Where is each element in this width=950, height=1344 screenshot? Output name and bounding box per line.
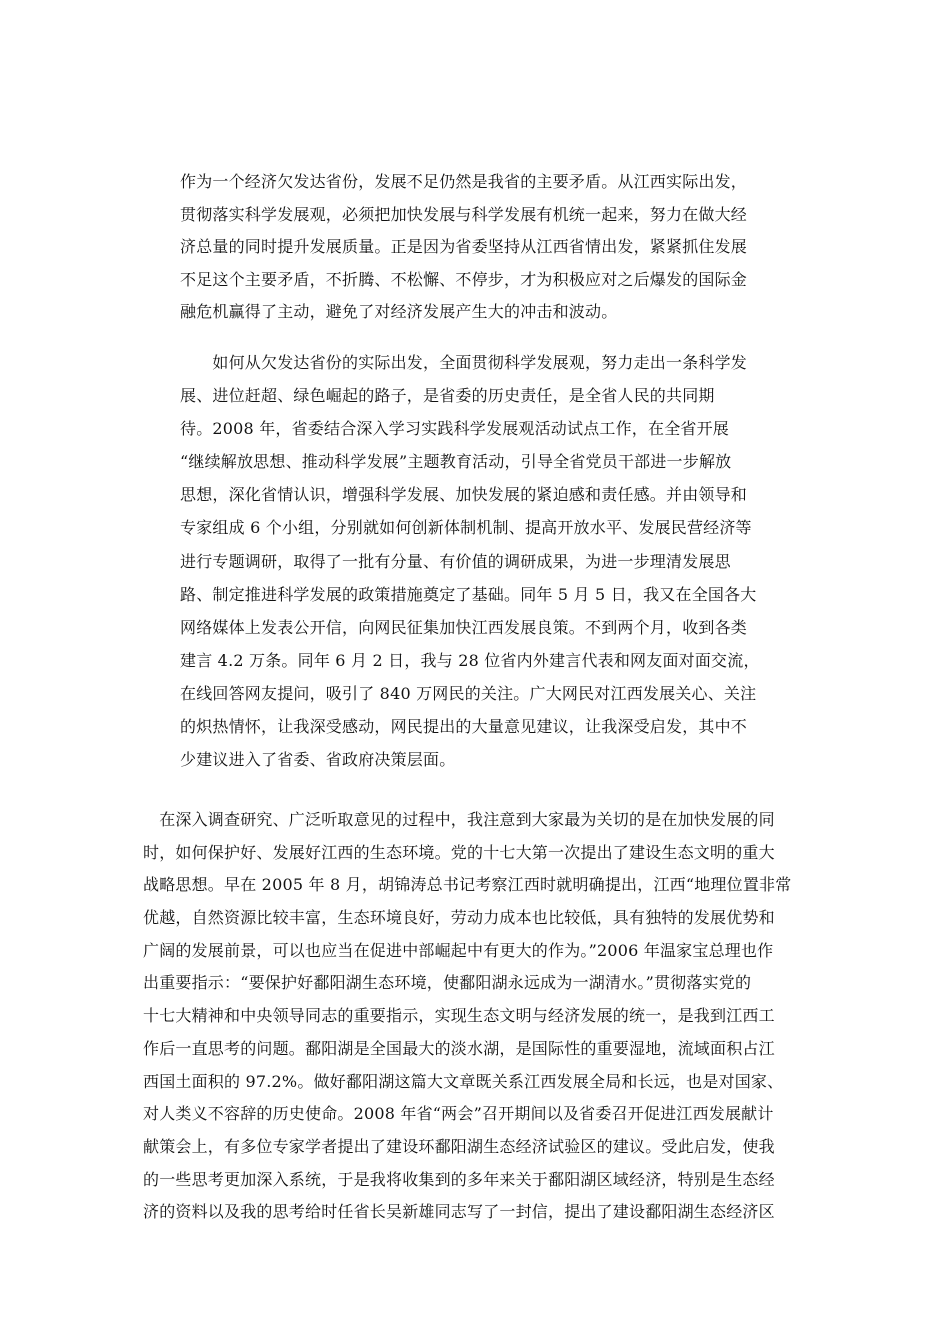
text-line: 优越，自然资源比较丰富，生态环境良好，劳动力成本也比较低，具有独特的发展优势和 <box>143 908 775 928</box>
text-line: 西国土面积的 97.2%。做好鄱阳湖这篇大文章既关系江西发展全局和长远，也是对国家、 <box>143 1071 784 1091</box>
text-line: 贯彻落实科学发展观，必须把加快发展与科学发展有机统一起来，努力在做大经 <box>180 204 748 224</box>
text-line: 展、进位赶超、绿色崛起的路子，是省委的历史责任，是全省人民的共同期 <box>180 386 715 406</box>
text-line: 在深入调查研究、广泛听取意见的过程中，我注意到大家最为关切的是在加快发展的同 <box>143 810 775 829</box>
paragraph-1 <box>180 166 747 329</box>
text-line: 进行专题调研，取得了一批有分量、有价值的调研成果，为进一步理清发展思 <box>180 551 731 571</box>
text-line: 专家组成 6 个小组，分别就如何创新体制机制、提高开放水平、发展民营经济等 <box>180 518 752 538</box>
text-line: 建言 4.2 万条。同年 6 月 2 日，我与 28 位省内外建言代表和网友面对面交流， <box>180 650 760 670</box>
text-line: 出重要指示：“要保护好鄱阳湖生态环境，使鄱阳湖永远成为一湖清水。”贯彻落实党的 <box>143 973 752 993</box>
text-line: 济的资料以及我的思考给时任省长吴新雄同志写了一封信，提出了建设鄱阳湖生态经济区 <box>143 1202 775 1222</box>
text-line: 的炽热情怀，让我深受感动，网民提出的大量意见建议，让我深受启发，其中不 <box>180 717 748 737</box>
paragraph-2 <box>180 346 760 776</box>
text-line: 广阔的发展前景，可以也应当在促进中部崛起中有更大的作为。”2006 年温家宝总理也作 <box>143 940 774 960</box>
text-line: 作后一直思考的问题。鄱阳湖是全国最大的淡水湖，是国际性的重要湿地，流域面积占江 <box>143 1038 775 1058</box>
text-line: 作为一个经济欠发达省份，发展不足仍然是我省的主要矛盾。从江西实际出发， <box>180 172 748 191</box>
text-line: 济总量的同时提升发展质量。正是因为省委坚持从江西省情出发，紧紧抓住发展 <box>180 237 748 257</box>
text-line: 战略思想。早在 2005 年 8 月，胡锦涛总书记考察江西时就明确提出，江西“地理位置非常 <box>143 875 792 895</box>
text-line: 思想，深化省情认识，增强科学发展、加快发展的紧迫感和责任感。并由领导和 <box>180 485 748 505</box>
text-line: 在线回答网友提问，吸引了 840 万网民的关注。广大网民对江西发展关心、关注 <box>180 683 757 703</box>
text-line: 少建议进入了省委、省政府决策层面。 <box>180 750 456 770</box>
paragraph-3 <box>143 804 791 1229</box>
text-line: 融危机赢得了主动，避免了对经济发展产生大的冲击和波动。 <box>180 302 618 322</box>
text-line: 十七大精神和中央领导同志的重要指示，实现生态文明与经济发展的统一，是我到江西工 <box>143 1006 775 1026</box>
text-line: 对人类义不容辞的历史使命。2008 年省“两会”召开期间以及省委召开促进江西发展献计 <box>143 1104 774 1124</box>
text-line: 路、制定推进科学发展的政策措施奠定了基础。同年 5 月 5 日，我又在全国各大 <box>180 584 757 604</box>
text-line: “继续解放思想、推动科学发展”主题教育活动，引导全省党员干部进一步解放 <box>180 452 732 472</box>
text-line: 献策会上，有多位专家学者提出了建设环鄱阳湖生态经济试验区的建议。受此启发，使我 <box>143 1136 775 1156</box>
text-line: 时，如何保护好、发展好江西的生态环境。党的十七大第一次提出了建设生态文明的重大 <box>143 842 775 862</box>
text-line: 不足这个主要矛盾，不折腾、不松懈、不停步，才为积极应对之后爆发的国际金 <box>180 269 748 289</box>
text-line: 的一些思考更加深入系统，于是我将收集到的多年来关于鄱阳湖区域经济，特别是生态经 <box>143 1169 775 1189</box>
text-line: 网络媒体上发表公开信，向网民征集加快江西发展良策。不到两个月，收到各类 <box>180 617 748 637</box>
text-line: 待。2008 年，省委结合深入学习实践科学发展观活动试点工作，在全省开展 <box>180 419 730 439</box>
text-line: 如何从欠发达省份的实际出发，全面贯彻科学发展观，努力走出一条科学发 <box>180 353 748 372</box>
